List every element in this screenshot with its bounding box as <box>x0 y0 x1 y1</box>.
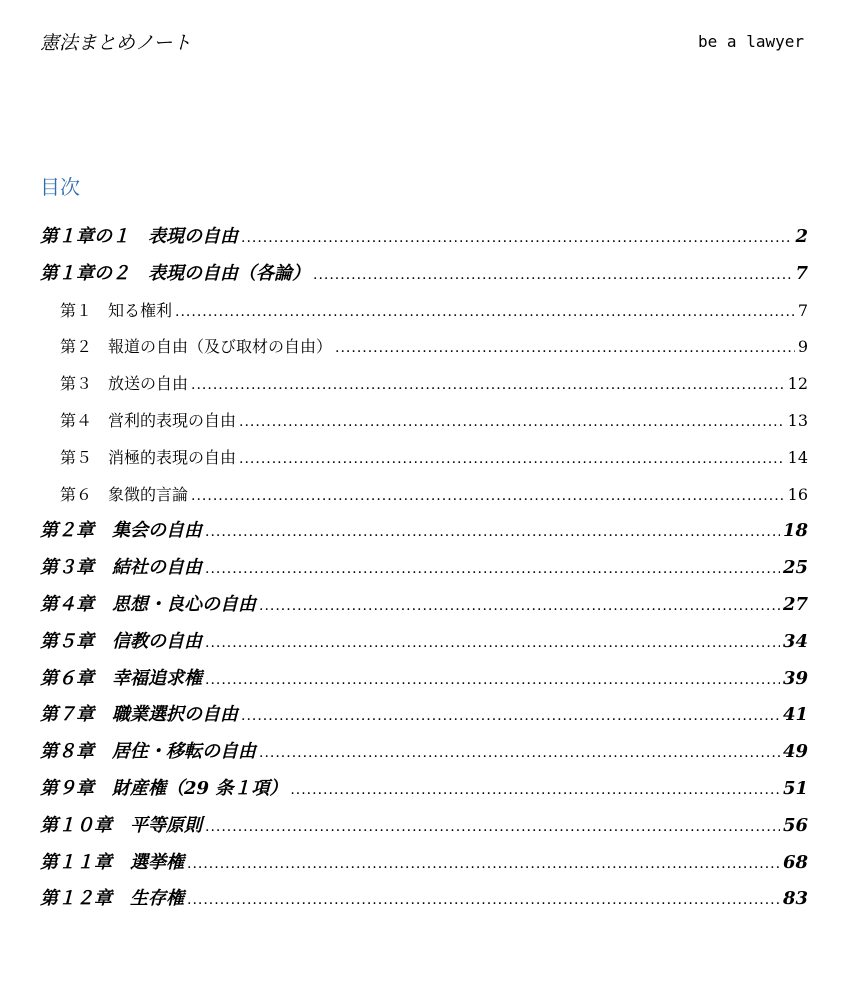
toc-entry[interactable] <box>40 587 808 624</box>
toc-entry-page-number: 49 <box>782 741 808 763</box>
toc-entry-title: 平等原則 <box>130 814 202 836</box>
dot-leader <box>239 404 785 441</box>
toc-entry-title: 生存権 <box>130 888 184 910</box>
toc-entry-label <box>40 513 202 550</box>
toc-entry[interactable] <box>40 329 808 366</box>
toc-entry-title: 表現の自由（各論） <box>148 262 310 284</box>
toc-entry-page-number: 51 <box>782 777 808 799</box>
toc-entry-number: 第３ <box>60 374 93 394</box>
toc-entry-label <box>60 293 172 330</box>
dot-leader <box>205 809 780 846</box>
toc-entry-page-number: 83 <box>782 888 808 910</box>
toc-entry-title: 幸福追求権 <box>112 667 202 689</box>
toc-entry-number: 第２章 <box>40 520 94 542</box>
toc-entry-title: 象徴的言論 <box>108 484 189 504</box>
toc-entry-page-number: 2 <box>795 226 808 247</box>
toc-entry-page-number: 41 <box>782 704 808 726</box>
toc-entry[interactable] <box>40 256 808 293</box>
toc-entry-title: 財産権（29 条１項） <box>112 777 288 799</box>
toc-entry-page-number: 9 <box>797 337 808 357</box>
toc-entry-page-number: 7 <box>797 300 808 320</box>
dot-leader <box>259 588 780 625</box>
dot-leader <box>241 220 792 257</box>
dot-leader <box>191 367 785 404</box>
toc-entry-number: 第３章 <box>40 557 94 579</box>
toc-entry-label <box>60 477 188 514</box>
toc-entry-title: 思想・良心の自由 <box>112 593 256 615</box>
toc-heading: 目次 <box>40 175 80 199</box>
toc-entry-number: 第１２章 <box>40 888 112 910</box>
toc-entry-title: 消極的表現の自由 <box>108 447 237 467</box>
toc-entry-label <box>40 808 202 845</box>
toc-entry-label <box>40 256 310 293</box>
toc-entry-title: 居住・移転の自由 <box>112 741 256 763</box>
toc-entry-label <box>40 881 184 918</box>
toc-entry-page-number: 7 <box>795 262 808 284</box>
toc-entry[interactable] <box>40 734 808 771</box>
table-of-contents <box>40 219 808 918</box>
toc-entry-label <box>40 771 287 808</box>
toc-entry[interactable] <box>40 366 808 403</box>
toc-entry[interactable] <box>40 440 808 477</box>
toc-entry-title: 集会の自由 <box>112 520 202 542</box>
toc-entry-number: 第５ <box>60 447 93 467</box>
toc-entry-title: 表現の自由 <box>148 226 238 247</box>
page-header <box>40 26 804 56</box>
toc-entry-label <box>60 329 332 366</box>
toc-entry[interactable] <box>40 219 808 256</box>
toc-entry-number: 第９章 <box>40 777 94 799</box>
toc-entry-label <box>60 403 236 440</box>
dot-leader <box>205 662 780 699</box>
toc-entry-label <box>40 734 256 771</box>
toc-entry-number: 第６章 <box>40 667 94 689</box>
toc-entry-title: 知る権利 <box>108 300 173 320</box>
toc-entry[interactable] <box>40 293 808 330</box>
toc-entry-label <box>60 366 188 403</box>
toc-entry-title: 結社の自由 <box>112 557 202 579</box>
toc-entry[interactable] <box>40 403 808 440</box>
dot-leader <box>191 478 785 515</box>
dot-leader <box>259 735 780 772</box>
toc-entry[interactable] <box>40 697 808 734</box>
toc-entry-title: 営利的表現の自由 <box>108 410 237 430</box>
toc-entry-number: 第６ <box>60 484 93 504</box>
dot-leader <box>187 846 780 883</box>
toc-entry-label <box>40 661 202 698</box>
toc-entry[interactable] <box>40 513 808 550</box>
toc-entry-number: 第７章 <box>40 704 94 726</box>
toc-entry-page-number: 12 <box>787 374 808 394</box>
toc-entry-number: 第１章の１ <box>40 226 130 247</box>
toc-entry-number: 第５章 <box>40 630 94 652</box>
dot-leader <box>290 772 780 809</box>
toc-entry-title: 選挙権 <box>130 851 184 873</box>
dot-leader <box>205 551 780 588</box>
toc-entry-number: 第８章 <box>40 741 94 763</box>
toc-entry-label <box>40 587 256 624</box>
toc-entry-title: 信教の自由 <box>112 630 202 652</box>
dot-leader <box>175 294 795 331</box>
toc-entry-number: 第４章 <box>40 593 94 615</box>
toc-entry[interactable] <box>40 808 808 845</box>
toc-entry-title: 職業選択の自由 <box>112 704 238 726</box>
toc-entry[interactable] <box>40 624 808 661</box>
toc-entry[interactable] <box>40 845 808 882</box>
toc-entry-number: 第４ <box>60 410 93 430</box>
toc-entry-number: 第２ <box>60 337 93 357</box>
toc-entry-page-number: 16 <box>787 484 808 504</box>
dot-leader <box>187 882 780 919</box>
toc-entry-page-number: 25 <box>782 557 808 579</box>
toc-entry-page-number: 39 <box>782 667 808 689</box>
toc-entry-label <box>40 219 238 256</box>
toc-entry[interactable] <box>40 550 808 587</box>
header-title: 憲法まとめノート <box>40 31 192 54</box>
toc-entry-label <box>40 845 184 882</box>
header-right-text: be a lawyer <box>698 31 804 51</box>
toc-entry-page-number: 27 <box>782 593 808 615</box>
dot-leader <box>313 257 792 294</box>
toc-entry-page-number: 56 <box>782 814 808 836</box>
dot-leader <box>239 441 785 478</box>
dot-leader <box>205 625 780 662</box>
toc-entry-label <box>40 624 202 661</box>
toc-entry-number: 第１１章 <box>40 851 112 873</box>
toc-entry-label <box>40 697 238 734</box>
toc-entry-label <box>40 550 202 587</box>
toc-entry-page-number: 18 <box>782 520 808 542</box>
toc-entry-page-number: 68 <box>782 851 808 873</box>
toc-entry-page-number: 14 <box>787 447 808 467</box>
toc-entry-title: 報道の自由（及び取材の自由） <box>108 337 333 357</box>
toc-entry-page-number: 13 <box>787 410 808 430</box>
toc-entry[interactable] <box>40 881 808 918</box>
toc-entry-title: 放送の自由 <box>108 374 189 394</box>
dot-leader <box>205 514 780 551</box>
toc-entry-number: 第１ <box>60 300 93 320</box>
toc-entry[interactable] <box>40 477 808 514</box>
toc-entry-label <box>60 440 236 477</box>
dot-leader <box>241 698 780 735</box>
toc-entry[interactable] <box>40 771 808 808</box>
toc-entry-page-number: 34 <box>782 630 808 652</box>
toc-entry-number: 第１０章 <box>40 814 112 836</box>
toc-entry[interactable] <box>40 661 808 698</box>
toc-entry-number: 第１章の２ <box>40 262 130 284</box>
dot-leader <box>335 330 795 367</box>
